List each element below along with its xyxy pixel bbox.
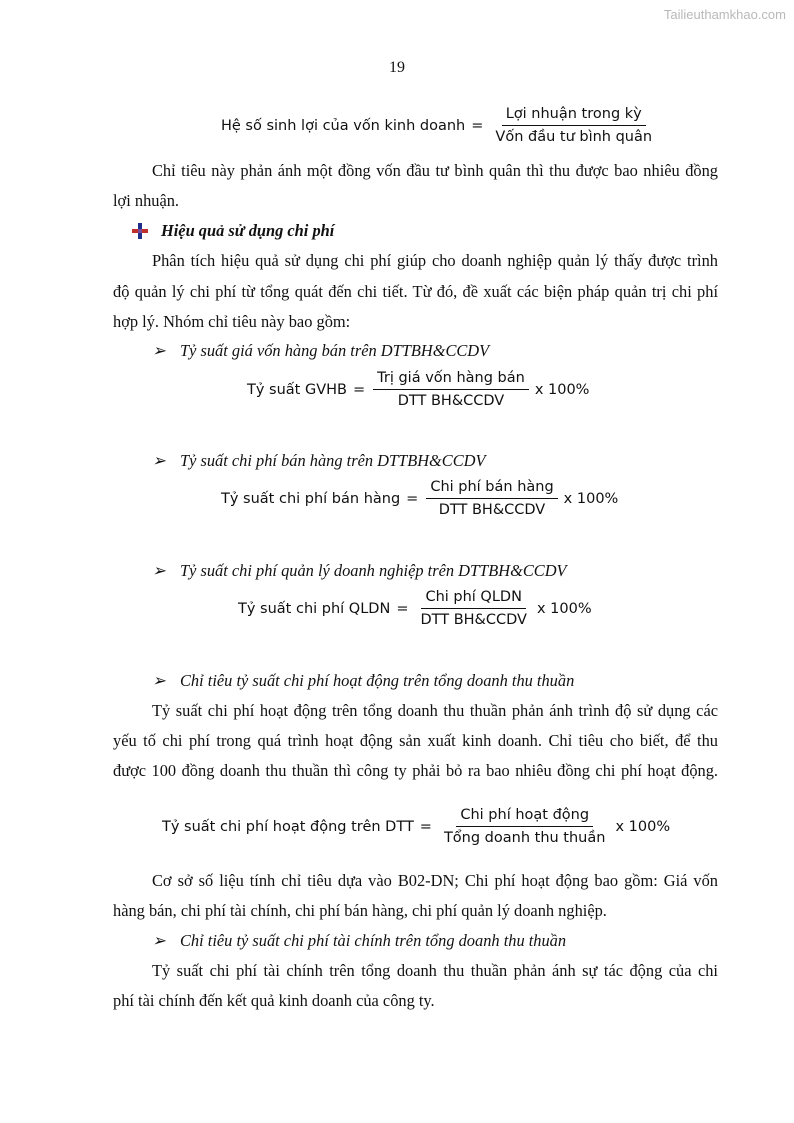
bullet-item-5 <box>152 931 566 951</box>
para2-line1: Phân tích hiệu quả sử dụng chi phí giúp cho doanh nghiệp quản lý thấy được trình <box>152 251 718 270</box>
para1-line1: Chỉ tiêu này phản ánh một đồng vốn đầu tư bình quân thì thu được bao nhiêu đồng <box>152 161 718 180</box>
para3-line2: yếu tố chi phí trong quá trình hoạt động sản xuất kinh doanh. Chỉ tiêu cho biết, để thu <box>113 731 718 750</box>
arrow-bullet-icon: ➢ <box>152 451 166 470</box>
arrow-bullet-icon: ➢ <box>152 931 166 950</box>
formula-lhs: Tỷ suất chi phí hoạt động trên DTT <box>162 818 414 835</box>
bullet-text: Chỉ tiêu tỷ suất chi phí tài chính trên tổng doanh thu thuần <box>180 931 567 950</box>
bullet-text: Tỷ suất giá vốn hàng bán trên DTTBH&CCDV <box>180 341 490 360</box>
para2-line3: hợp lý. Nhóm chỉ tiêu này bao gồm: <box>113 312 351 331</box>
para5-line1: Tỷ suất chi phí tài chính trên tổng doanh thu thuần phản ánh sự tác động của chi <box>152 961 718 980</box>
fraction <box>373 370 529 409</box>
denominator: DTT BH&CCDV <box>397 393 505 409</box>
numerator: Chi phí bán hàng <box>426 479 557 499</box>
fraction <box>440 807 610 846</box>
bullet-text: Chỉ tiêu tỷ suất chi phí hoạt động trên tổng doanh thu thuần <box>180 671 575 690</box>
formula-suffix: x 100% <box>563 490 619 507</box>
formula-suffix: x 100% <box>534 381 590 398</box>
numerator: Lợi nhuận trong kỳ <box>502 106 646 126</box>
equals-sign: = <box>419 818 432 835</box>
numerator: Chi phí QLDN <box>421 589 526 609</box>
denominator: DTT BH&CCDV <box>420 612 527 628</box>
formula-lhs: Tỷ suất GVHB <box>247 381 347 398</box>
equals-sign: = <box>352 381 366 398</box>
formula-lhs: Hệ số sinh lợi của vốn kinh doanh <box>221 117 466 134</box>
arrow-bullet-icon: ➢ <box>152 561 166 580</box>
formula-lhs: Tỷ suất chi phí bán hàng <box>221 490 401 507</box>
para1-line2: lợi nhuận. <box>113 191 180 210</box>
para5-line2: phí tài chính đến kết quả kinh doanh của công ty. <box>113 991 435 1010</box>
formula-lhs: Tỷ suất chi phí QLDN <box>238 600 391 617</box>
denominator: DTT BH&CCDV <box>438 502 546 518</box>
arrow-bullet-icon: ➢ <box>152 341 166 360</box>
formula-selling-expense <box>221 479 618 518</box>
fraction <box>491 106 656 145</box>
formula-operating-expense <box>162 807 670 846</box>
fraction <box>416 589 530 628</box>
para2-line2: độ quản lý chi phí từ tổng quát đến chi tiết. Từ đó, đề xuất các biện pháp quản trị chi phí <box>113 282 718 301</box>
bullet-text: Tỷ suất chi phí bán hàng trên DTTBH&CCDV <box>180 451 486 470</box>
bullet-item-2 <box>152 451 486 471</box>
denominator: Vốn đầu tư bình quân <box>495 129 653 145</box>
equals-sign: = <box>406 490 419 507</box>
para3-line3: được 100 đồng doanh thu thuần thì công ty phải bỏ ra bao nhiêu đồng chi phí hoạt động. <box>113 761 718 780</box>
plus-bullet-icon <box>131 222 149 240</box>
formula-profit-ratio <box>221 106 662 145</box>
arrow-bullet-icon: ➢ <box>152 671 166 690</box>
page-number: 19 <box>389 59 405 76</box>
equals-sign: = <box>396 600 409 617</box>
fraction <box>426 479 557 518</box>
formula-qldn <box>238 589 592 628</box>
formula-gvhb <box>247 370 589 409</box>
numerator: Chi phí hoạt động <box>456 807 593 827</box>
bullet-text: Tỷ suất chi phí quản lý doanh nghiệp trên DTTBH&CCDV <box>180 561 567 580</box>
numerator: Trị giá vốn hàng bán <box>373 370 529 390</box>
formula-suffix: x 100% <box>615 818 671 835</box>
para4-line1: Cơ sở số liệu tính chỉ tiêu dựa vào B02-DN; Chi phí hoạt động bao gồm: Giá vốn <box>152 871 718 890</box>
denominator: Tổng doanh thu thuần <box>443 830 606 846</box>
bullet-item-4 <box>152 671 574 691</box>
formula-suffix: x 100% <box>536 600 592 617</box>
para4-line2: hàng bán, chi phí tài chính, chi phí bán hàng, chi phí quản lý doanh nghiệp. <box>113 901 607 920</box>
equals-sign: = <box>471 117 484 134</box>
para3-line1: Tỷ suất chi phí hoạt động trên tổng doanh thu thuần phản ánh trình độ sử dụng các <box>152 701 718 720</box>
bullet-item-1 <box>152 341 489 361</box>
section-heading: Hiệu quả sử dụng chi phí <box>161 221 335 240</box>
bullet-item-3 <box>152 561 567 581</box>
watermark-text: Tailieuthamkhao.com <box>663 7 786 22</box>
